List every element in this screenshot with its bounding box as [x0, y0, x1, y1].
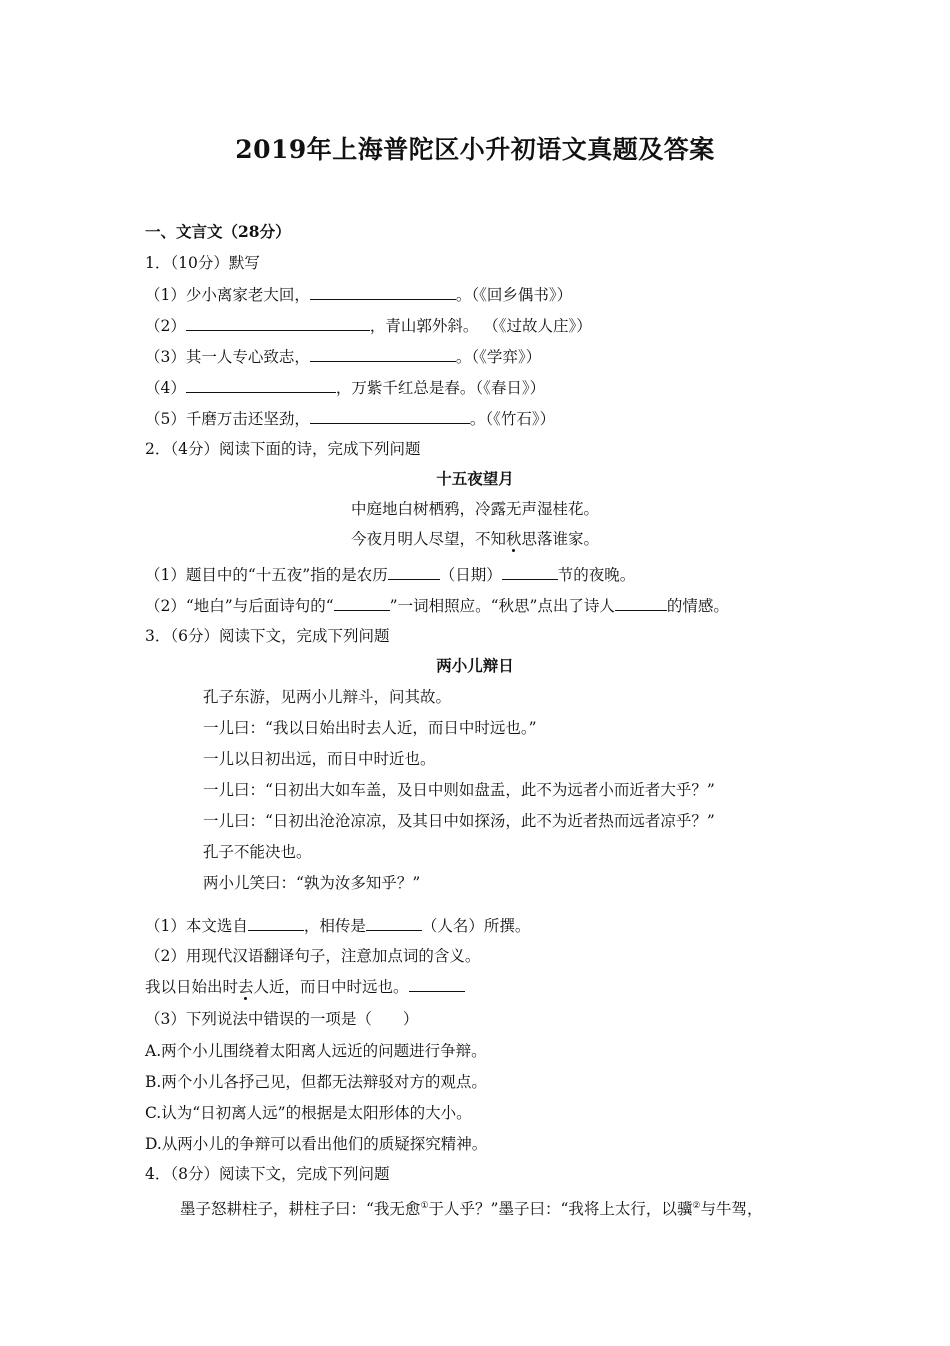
sentence-part-a: 我以日始出时: [145, 978, 239, 996]
q2-sub-2: [145, 595, 729, 616]
answer-blank[interactable]: [334, 595, 390, 611]
option-b: B.两个小儿各抒己见，但都无法辩驳对方的观点。: [145, 1073, 487, 1091]
q1-item-4: [145, 377, 545, 398]
question-3-stem: 3．（6分）阅读下文，完成下列问题: [145, 627, 390, 645]
question-1-stem: 1．（10分）默写: [145, 254, 260, 272]
question-2-stem: 2．（4分）阅读下面的诗，完成下列问题: [145, 440, 421, 458]
q4-passage-line: [180, 1196, 762, 1219]
q1-item-3-post: 。（《学弈》）: [455, 348, 542, 366]
section-heading: 一、文言文（28分）: [145, 222, 291, 241]
passage-paragraph: 一儿以日初出远，而日中时近也。: [203, 750, 436, 768]
emphasis-char: 去: [238, 978, 254, 996]
q3-sub-1-c: （人名）所撰。: [421, 917, 531, 935]
answer-blank[interactable]: [409, 976, 465, 992]
q4-line-part-a: 墨子怒耕柱子，耕柱子曰：“我无愈: [180, 1200, 421, 1219]
answer-blank[interactable]: [310, 284, 456, 300]
q2-sub-2-c: 的情感。: [666, 597, 729, 615]
passage-paragraph: 孔子东游，见两小儿辩斗，问其故。: [203, 688, 452, 706]
question-4-stem: 4．（8分）阅读下文，完成下列问题: [145, 1165, 390, 1183]
q2-sub-2-a: （2）“地白”与后面诗句的“: [145, 597, 334, 615]
answer-blank[interactable]: [366, 915, 422, 931]
q4-line-part-c: 与牛驾，: [700, 1200, 763, 1219]
q1-item-1: [145, 284, 572, 305]
q2-sub-1: [145, 564, 635, 585]
q1-item-1-pre: （1）少小离家老大回，: [145, 286, 310, 304]
passage-paragraph: 一儿曰：“我以日始出时去人近，而日中时远也。”: [203, 719, 537, 737]
passage-paragraph: 两小儿笑曰：“孰为汝多知乎？”: [203, 874, 421, 892]
sentence-part-b: 人近，而日中时远也。: [253, 978, 409, 996]
answer-blank[interactable]: [310, 346, 456, 362]
q1-item-5: [145, 408, 555, 429]
q2-sub-2-b: ”一词相照应。“秋思”点出了诗人: [389, 597, 615, 615]
q1-item-5-pre: （5）千磨万击还坚劲，: [145, 410, 310, 428]
answer-blank[interactable]: [502, 564, 558, 580]
page-title: 2019年上海普陀区小升初语文真题及答案: [235, 135, 715, 164]
answer-blank[interactable]: [186, 315, 370, 331]
option-d: D.从两小儿的争辩可以看出他们的质疑探究精神。: [145, 1135, 488, 1153]
option-a: A.两个小儿围绕着太阳离人远近的问题进行争辩。: [145, 1042, 487, 1060]
q1-item-3: [145, 346, 541, 367]
q2-sub-1-b: （日期）: [439, 566, 502, 584]
q3-sub-1-a: （1）本文选自: [145, 917, 248, 935]
answer-blank[interactable]: [186, 377, 336, 393]
q1-item-5-post: 。（《竹石》）: [469, 410, 556, 428]
q1-item-1-post: 。（《回乡偶书》）: [455, 286, 573, 304]
text-title: 两小儿辩日: [436, 656, 514, 675]
q1-item-4-pre: （4）: [145, 379, 186, 397]
q2-sub-1-c: 节的夜晚。: [557, 566, 636, 584]
emphasis-char: 秋: [505, 530, 522, 548]
footnote-marker: ①: [420, 1201, 429, 1211]
passage-paragraph: 一儿曰：“日初出大如车盖，及日中则如盘盂，此不为远者小而近者大乎？”: [203, 781, 715, 799]
option-c: C.认为“日初离人远”的根据是太阳形体的大小。: [145, 1104, 472, 1122]
q3-sub-1-b: ，相传是: [303, 917, 366, 935]
passage-paragraph: 一儿曰：“日初出沧沧凉凉，及其日中如探汤，此不为近者热而远者凉乎？”: [203, 812, 715, 830]
q1-item-4-post: ，万紫千红总是春。（《春日》）: [335, 379, 546, 397]
poem-line-2: [0, 529, 950, 549]
answer-blank[interactable]: [248, 915, 304, 931]
q1-item-2-post: ，青山郭外斜。 （《过故人庄》）: [369, 317, 592, 335]
q3-sub-3: （3）下列说法中错误的一项是（ ）: [145, 1010, 419, 1028]
answer-blank[interactable]: [615, 595, 667, 611]
answer-blank[interactable]: [388, 564, 440, 580]
q3-sub-1: [145, 915, 530, 936]
q3-sub-2: （2）用现代汉语翻译句子，注意加点词的含义。: [145, 947, 481, 965]
q1-item-2-pre: （2）: [145, 317, 186, 335]
passage-paragraph: 孔子不能决也。: [203, 843, 312, 861]
answer-blank[interactable]: [310, 408, 470, 424]
q4-line-part-b: 于人乎？”墨子曰：“我将上太行，以骥: [428, 1200, 693, 1219]
poem-line-2-part-b: 思落谁家。: [521, 530, 600, 548]
q1-item-2: [145, 315, 592, 336]
footnote-marker: ②: [692, 1201, 701, 1211]
q1-item-3-pre: （3）其一人专心致志，: [145, 348, 310, 366]
poem-line-1: 中庭地白树栖鸦，冷露无声湿桂花。: [350, 500, 599, 518]
q2-sub-1-a: （1）题目中的“十五夜”指的是农历: [145, 566, 388, 584]
poem-title: 十五夜望月: [436, 469, 514, 488]
poem-line-2-part-a: 今夜月明人尽望，不知: [350, 530, 506, 548]
q3-sub-2-sentence: [145, 976, 465, 997]
